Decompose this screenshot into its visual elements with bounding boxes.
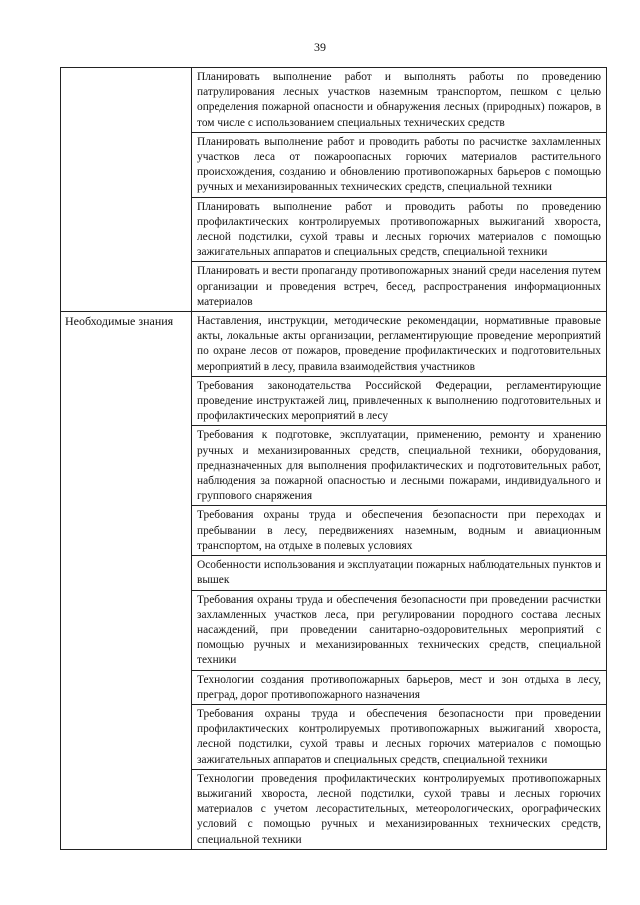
skill-item: Планировать выполнение работ и проводить работы по проведению профилактических контролируемых противопожарных выжиганий хвороста, лесной подстилки, сухой травы и лесных горючих материалов с помощью зажигательных аппаратов и специальных средств, специальной техники — [192, 197, 606, 262]
row-content — [192, 68, 607, 312]
knowledge-item: Требования охраны труда и обеспечения безопасности при переходах и пребывании в лесу, передвижениях наземным, водным и авиационным транспортом, на отдыхе в полевых условиях — [192, 505, 606, 555]
row-content — [192, 312, 607, 850]
skill-item: Планировать выполнение работ и выполнять работы по проведению патрулирования лесных участков наземным транспортом, пешком с целью определения пожарной опасности и обнаружения лесных (природных) пожаров, в том числе с использованием специальных технических средств — [197, 71, 601, 129]
page-number: 39 — [314, 40, 326, 54]
row-label-required-knowledge: Необходимые знания — [61, 312, 192, 850]
knowledge-item: Наставления, инструкции, методические рекомендации, нормативные правовые акты, локальные акты организации, регламентирующие проведение мероприятий по охране лесов от пожаров, проведение профилактических и подготовительных мероприятий в лесу, правила взаимодействия участников — [197, 315, 601, 373]
table-row — [61, 312, 607, 850]
competency-table — [60, 67, 607, 850]
skill-item: Планировать выполнение работ и проводить работы по расчистке захламленных участков леса от пожароопасных горючих материалов растительного происхождения, созданию и обновлению противопожарных барьеров с помощью ручных и механизированных технических средств, специальной техники — [192, 132, 606, 197]
knowledge-item: Требования охраны труда и обеспечения безопасности при проведении профилактических контролируемых противопожарных выжиганий хвороста, лесной подстилки, сухой травы и лесных горючих материалов с помощью зажигательных аппаратов и специальных средств, специальной техники — [192, 704, 606, 769]
knowledge-item: Технологии создания противопожарных барьеров, мест и зон отдыха в лесу, преград, дорог противопожарного назначения — [192, 670, 606, 704]
knowledge-item: Требования охраны труда и обеспечения безопасности при проведении расчистки захламленных участков леса, при регулировании породного состава лесных насаждений, при проведении санитарно-оздоровительных мероприятий с помощью ручных и механизированных технических средств, специальной техники — [192, 590, 606, 670]
knowledge-item: Особенности использования и эксплуатации пожарных наблюдательных пунктов и вышек — [192, 555, 606, 589]
knowledge-item: Требования законодательства Российской Федерации, регламентирующие проведение инструктажей лиц, привлеченных к выполнению подготовительных и профилактических мероприятий в лесу — [192, 376, 606, 426]
skill-item: Планировать и вести пропаганду противопожарных знаний среди населения путем организации и проведения встреч, бесед, распространения информационных материалов — [192, 261, 606, 311]
table-row — [61, 68, 607, 312]
row-label — [61, 68, 192, 312]
knowledge-item: Технологии проведения профилактических контролируемых противопожарных выжиганий хвороста, лесной подстилки, сухой травы и лесных горючих материалов с учетом лесорастительных, метеорологических, орографических условий с помощью ручных и механизированных технических средств, специальной техники — [192, 769, 606, 849]
knowledge-item: Требования к подготовке, эксплуатации, применению, ремонту и хранению ручных и механизированных средств, специальной техники, оборудования, предназначенных для выполнения профилактических и подготовительных работ, наблюдения за пожарной опасностью и лесными пожарами, индивидуального и группового снаряжения — [192, 425, 606, 505]
